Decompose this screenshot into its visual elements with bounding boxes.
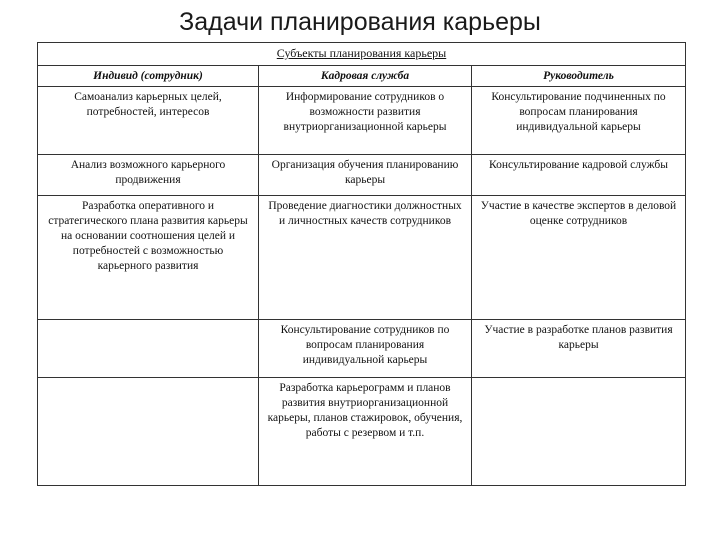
- table-cell: Информирование сотрудников о возможности развития внутриорганизационной карьеры: [259, 87, 472, 155]
- table-cell: Анализ возможного карьерного продвижения: [38, 155, 259, 196]
- table-cell: [38, 320, 259, 378]
- table-cell: Проведение диагностики должностных и личностных качеств сотрудников: [259, 196, 472, 320]
- table-cell: Консультирование сотрудников по вопросам планирования индивидуальной карьеры: [259, 320, 472, 378]
- group-header-label: Субъекты планирования карьеры: [276, 46, 447, 60]
- table-row: [38, 378, 686, 486]
- table-row: [38, 87, 686, 155]
- table-cell: Самоанализ карьерных целей, потребностей, интересов: [38, 87, 259, 155]
- table-row: [38, 196, 686, 320]
- table-cell: [38, 378, 259, 486]
- page-title: Задачи планирования карьеры: [179, 8, 541, 36]
- table-cell: Разработка оперативного и стратегического плана развития карьеры на основании соотношения целей и потребностей с возможностью карьерного развития: [38, 196, 259, 320]
- table-cell: Консультирование подчиненных по вопросам планирования индивидуальной карьеры: [472, 87, 686, 155]
- table-row: [38, 320, 686, 378]
- table-group-header: [38, 43, 686, 66]
- table-cell: Разработка карьерограмм и планов развития внутриорганизационной карьеры, планов стажировок, обучения, работы с резервом и т.п.: [259, 378, 472, 486]
- table-cell: Организация обучения планированию карьеры: [259, 155, 472, 196]
- table-cell: Участие в качестве экспертов в деловой оценке сотрудников: [472, 196, 686, 320]
- column-header-manager: Руководитель: [472, 66, 686, 87]
- table-row: [38, 155, 686, 196]
- career-planning-table: [37, 42, 686, 486]
- table-cell: Консультирование кадровой службы: [472, 155, 686, 196]
- column-header-hr-service: Кадровая служба: [259, 66, 472, 87]
- table-cell: Участие в разработке планов развития карьеры: [472, 320, 686, 378]
- column-header-individual: Индивид (сотрудник): [38, 66, 259, 87]
- table-cell: [472, 378, 686, 486]
